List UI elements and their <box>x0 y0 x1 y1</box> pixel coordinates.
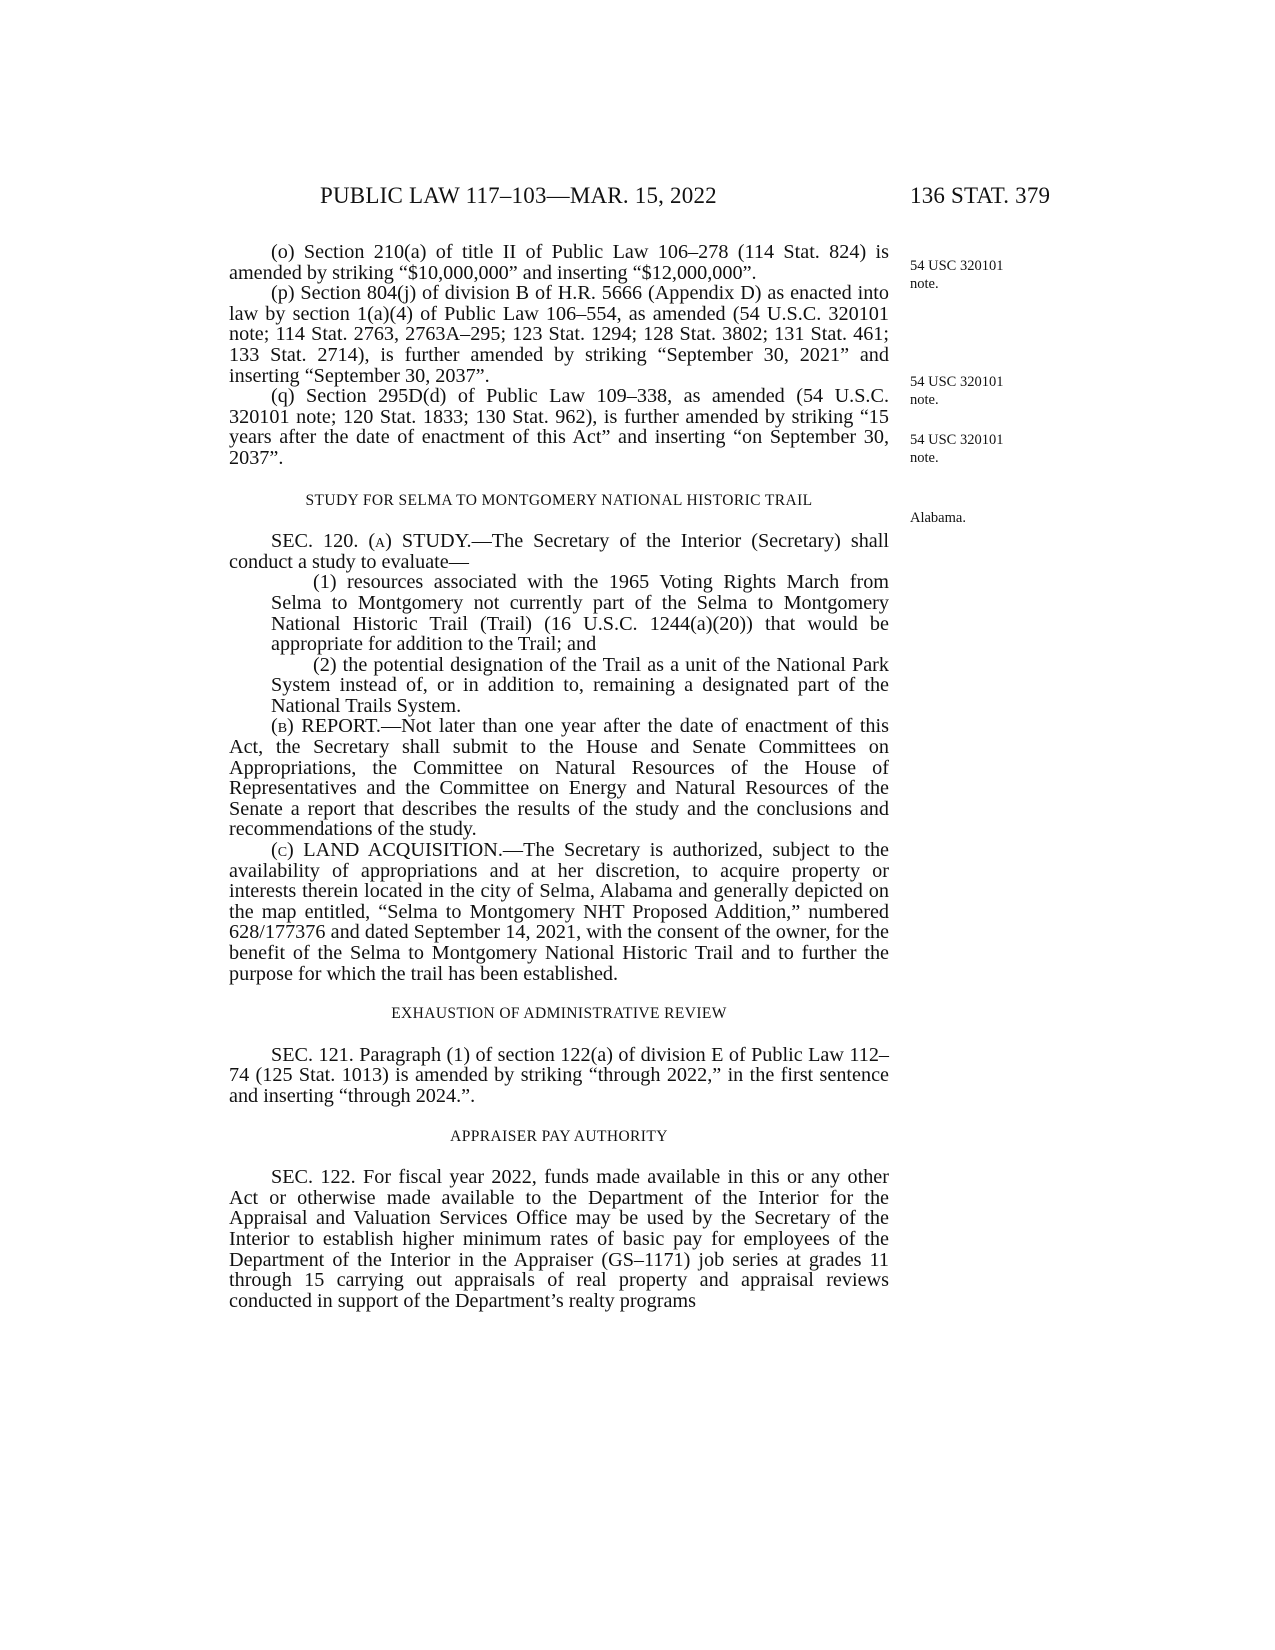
section-122-text: For fiscal year 2022, funds made available in this or any other Act or otherwise made available to the Department of the Interior for the Appraisal and Valuation Services Office may be used by the Secretary of the Interior to establish higher minimum rates of basic pay for employees of the Department of the Interior in the Appraiser (GS–1171) job series at grades 11 through 15 carrying out appraisals of real property and appraisal reviews conducted in support of the Department’s realty programs <box>229 1166 889 1312</box>
section-120-a-text: —The Secretary of the Interior (Secretary) shall conduct a study to evaluate— <box>229 530 889 573</box>
paragraph-q: (q) Section 295D(d) of Public Law 109–338, as amended (54 U.S.C. 320101 note; 120 Stat. 1833; 130 Stat. 962), is further amended by striking “15 years after the date of enactment of this Act” and inserting “on September 30, 2037”. <box>229 385 889 469</box>
section-120-item-1: (1) resources associated with the 1965 Voting Rights March from Selma to Montgomery not currently part of the Selma to Montgomery National Historic Trail (Trail) (16 U.S.C. 1244(a)(20)) that would be appropriate for addition to the Trail; and <box>271 571 889 656</box>
section-120-b-text: —Not later than one year after the date of enactment of this Act, the Secretary shall submit to the House and Senate Committees on Appropriations, the Committee on Natural Resources of the House of Representatives and the Committee on Energy and Natural Resources of the Senate a report that describes the results of the study and the conclusions and recommendations of the study. <box>229 715 889 841</box>
margin-note-citation: 54 USC 320101 note. <box>910 374 1004 408</box>
section-120-c <box>229 840 889 984</box>
section-120-c-lead: (c) LAND ACQUISITION. <box>271 839 503 862</box>
section-120-b <box>229 716 889 840</box>
running-header-page-ref: 136 STAT. 379 <box>910 183 1051 208</box>
section-120-c-text: —The Secretary is authorized, subject to the availability of appropriations and at her discretion, to acquire property or interests therein located in the city of Selma, Alabama and generally depicted on the map entitled, “Selma to Montgomery NHT Proposed Addition,” numbered 628/177376 and dated September 14, 2021, with the consent of the owner, for the benefit of the Selma to Montgomery National Historic Trail and to further the purpose for which the trail has been established. <box>229 839 889 985</box>
section-120-lead: SEC. 120. (a) STUDY. <box>271 530 472 553</box>
section-heading-122: APPRAISER PAY AUTHORITY <box>450 1127 668 1145</box>
section-heading-120: STUDY FOR SELMA TO MONTGOMERY NATIONAL HISTORIC TRAIL <box>305 491 813 509</box>
section-heading-121: EXHAUSTION OF ADMINISTRATIVE REVIEW <box>391 1005 727 1023</box>
section-120-b-lead: (b) REPORT. <box>271 715 381 738</box>
section-121-text: Paragraph (1) of section 122(a) of division E of Public Law 112–74 (125 Stat. 1013) is amended by striking “through 2022,” in the first sentence and inserting “through 2024.”. <box>229 1043 890 1107</box>
section-120-a <box>229 531 889 572</box>
running-header-title: PUBLIC LAW 117–103—MAR. 15, 2022 <box>320 183 717 208</box>
paragraph-o: (o) Section 210(a) of title II of Public Law 106–278 (114 Stat. 824) is amended by striking “$10,000,000” and inserting “$12,000,000”. <box>229 241 889 284</box>
section-120-item-2: (2) the potential designation of the Trail as a unit of the National Park System instead of, or in addition to, remaining a designated part of the National Trails System. <box>271 653 889 717</box>
section-121 <box>229 1045 889 1107</box>
margin-note-citation: 54 USC 320101 note. <box>910 258 1004 292</box>
section-122 <box>229 1167 889 1311</box>
margin-note-citation: 54 USC 320101 note. <box>910 432 1004 466</box>
section-121-lead: SEC. 121. <box>271 1043 354 1066</box>
document-body <box>229 242 889 1311</box>
margin-note-alabama: Alabama. <box>910 510 966 526</box>
section-122-lead: SEC. 122. <box>271 1166 356 1189</box>
paragraph-p: (p) Section 804(j) of division B of H.R. 5666 (Appendix D) as enacted into law by section 1(a)(4) of Public Law 106–554, as amended (54 U.S.C. 320101 note; 114 Stat. 2763, 2763A–295; 123 Stat. 1294; 128 Stat. 3802; 131 Stat. 461; 133 Stat. 2714), is further amended by striking “September 30, 2021” and inserting “September 30, 2037”. <box>229 282 889 387</box>
